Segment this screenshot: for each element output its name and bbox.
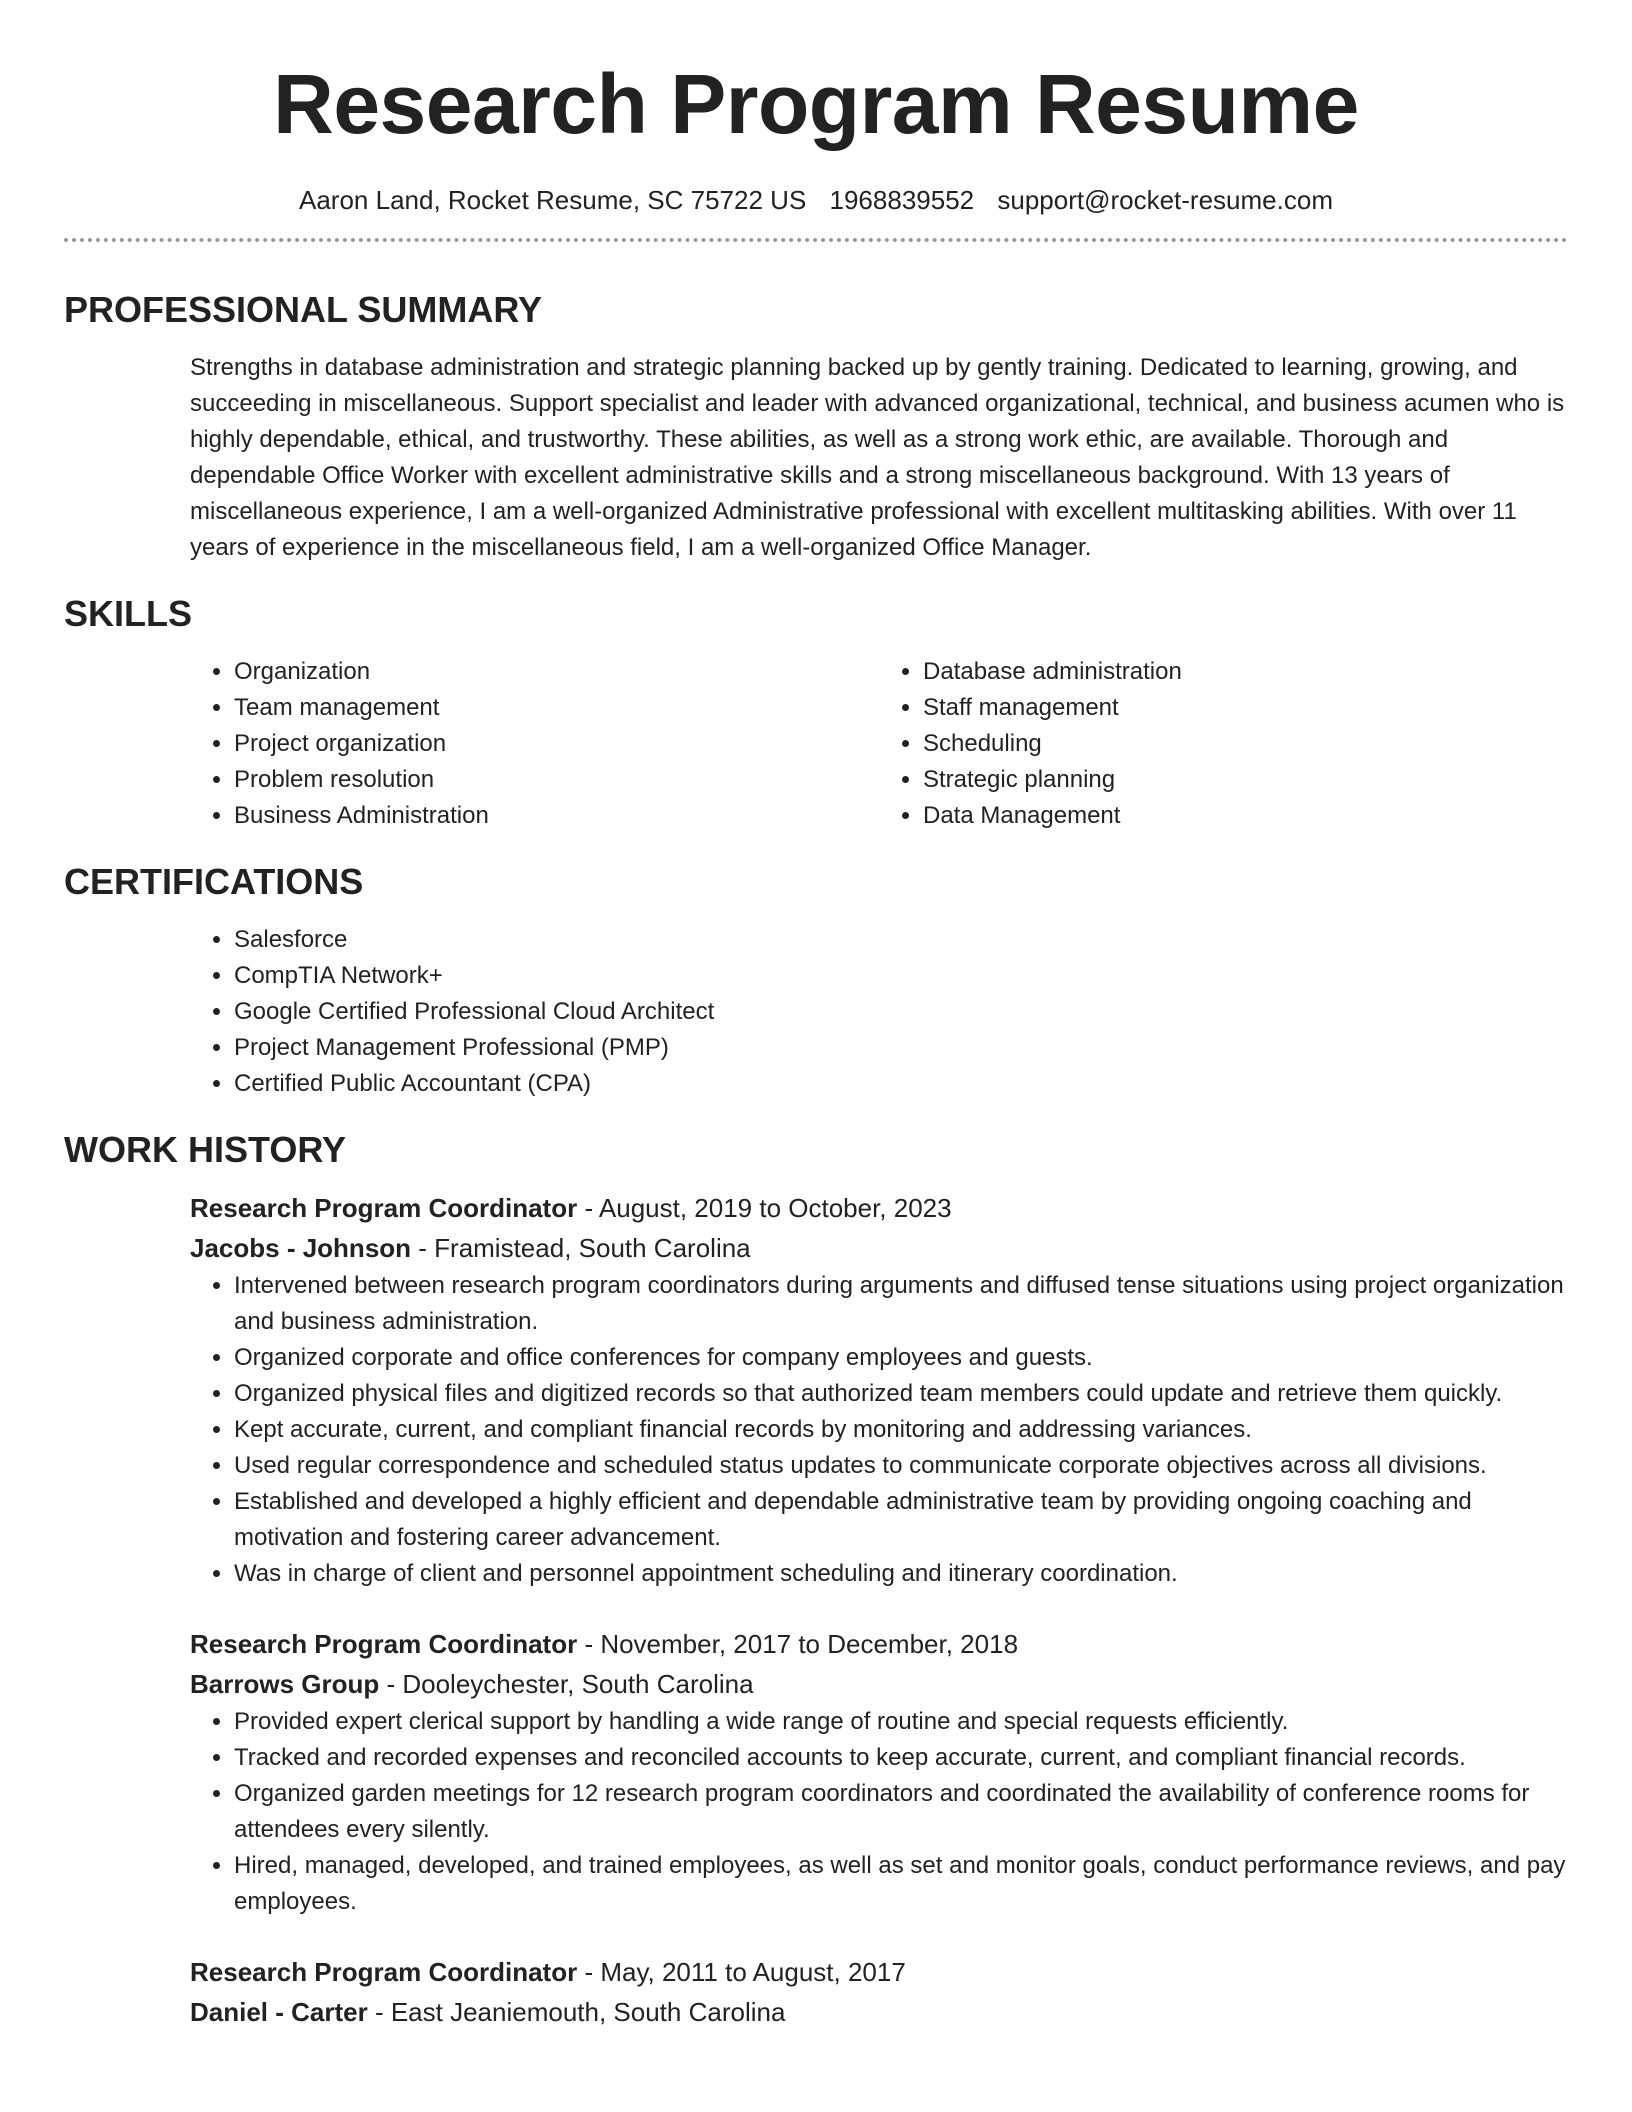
job-company-line xyxy=(190,1992,1568,2032)
job-duty: • Kept accurate, current, and compliant financial records by monitoring and addressing variances. xyxy=(234,1412,1568,1448)
job-entry xyxy=(190,1952,1568,2032)
job-title: Research Program Coordinator xyxy=(190,1629,578,1659)
job-duty: • Established and developed a highly efficient and dependable administrative team by providing ongoing coaching and motivation and fostering career advancement. xyxy=(234,1484,1568,1556)
job-duty: • Organized corporate and office conferences for company employees and guests. xyxy=(234,1340,1568,1376)
skill-item: • Organization xyxy=(234,654,879,690)
summary-heading: PROFESSIONAL SUMMARY xyxy=(64,289,543,330)
job-title: Research Program Coordinator xyxy=(190,1957,578,1987)
skill-item: • Scheduling xyxy=(923,726,1568,762)
job-duties-list xyxy=(190,1704,1568,1920)
certifications-section xyxy=(190,922,1568,1102)
job-company-line xyxy=(190,1228,1568,1268)
certification-item: • Project Management Professional (PMP) xyxy=(234,1030,1568,1066)
certification-item: • Salesforce xyxy=(234,922,1568,958)
work-history-heading: WORK HISTORY xyxy=(64,1129,347,1170)
job-duty: • Was in charge of client and personnel appointment scheduling and itinerary coordination. xyxy=(234,1556,1568,1592)
contact-line xyxy=(64,184,1568,216)
skills-heading: SKILLS xyxy=(64,593,193,634)
certification-item: • Google Certified Professional Cloud Architect xyxy=(234,994,1568,1030)
job-dates: - August, 2019 to October, 2023 xyxy=(577,1193,952,1223)
job-duty: • Organized physical files and digitized records so that authorized team members could update and retrieve them quickly. xyxy=(234,1376,1568,1412)
contact-phone: 1968839552 xyxy=(829,185,975,215)
job-title-line xyxy=(190,1188,1568,1228)
skill-item: • Business Administration xyxy=(234,798,879,834)
job-location: - Dooleychester, South Carolina xyxy=(379,1669,754,1699)
job-duty: • Used regular correspondence and scheduled status updates to communicate corporate objectives across all divisions. xyxy=(234,1448,1568,1484)
job-duty: • Organized garden meetings for 12 research program coordinators and coordinated the availability of conference rooms for attendees every silently. xyxy=(234,1776,1568,1848)
skills-list-left xyxy=(190,654,879,834)
resume-title: Research Program Resume xyxy=(273,57,1359,151)
job-title: Research Program Coordinator xyxy=(190,1193,578,1223)
job-company: Jacobs - Johnson xyxy=(190,1233,412,1263)
skill-item: • Team management xyxy=(234,690,879,726)
job-duties-list xyxy=(190,1268,1568,1592)
job-entry xyxy=(190,1624,1568,1920)
summary-text: Strengths in database administration and strategic planning backed up by gently training. Dedicated to learning, growing, and succeeding in miscellaneous. Support specialist and leader with advanced organizational, technical, and business acumen who is highly dependable, ethical, and trustworthy. These abilities, as well as a strong work ethic, are available. Thorough and dependable Office Worker with excellent administrative skills and a strong miscellaneous background. With 13 years of miscellaneous experience, I am a well-organized Administrative professional with excellent multitasking abilities. With over 11 years of experience in the miscellaneous field, I am a well-organized Office Manager. xyxy=(190,354,1565,561)
certifications-heading: CERTIFICATIONS xyxy=(64,861,364,902)
skills-list-right xyxy=(879,654,1568,834)
contact-email[interactable]: support@rocket-resume.com xyxy=(997,185,1333,215)
job-duty: • Tracked and recorded expenses and reconciled accounts to keep accurate, current, and compliant financial records. xyxy=(234,1740,1568,1776)
job-location: - East Jeaniemouth, South Carolina xyxy=(367,1997,786,2027)
job-duty: • Intervened between research program coordinators during arguments and diffused tense situations using project organization and business administration. xyxy=(234,1268,1568,1340)
job-duty: • Hired, managed, developed, and trained employees, as well as set and monitor goals, conduct performance reviews, and pay employees. xyxy=(234,1848,1568,1920)
job-location: - Framistead, South Carolina xyxy=(411,1233,751,1263)
job-title-line xyxy=(190,1952,1568,1992)
skill-item: • Problem resolution xyxy=(234,762,879,798)
skill-item: • Data Management xyxy=(923,798,1568,834)
job-company: Barrows Group xyxy=(190,1669,380,1699)
job-duty: • Provided expert clerical support by handling a wide range of routine and special requests efficiently. xyxy=(234,1704,1568,1740)
skills-grid xyxy=(190,654,1568,834)
contact-address: Aaron Land, Rocket Resume, SC 75722 US xyxy=(299,185,807,215)
header-divider xyxy=(64,238,1568,242)
job-title-line xyxy=(190,1624,1568,1664)
certification-item: • CompTIA Network+ xyxy=(234,958,1568,994)
certifications-list xyxy=(190,922,1568,1102)
job-company: Daniel - Carter xyxy=(190,1997,368,2027)
job-entry xyxy=(190,1188,1568,1592)
skill-item: • Project organization xyxy=(234,726,879,762)
skill-item: • Strategic planning xyxy=(923,762,1568,798)
job-dates: - November, 2017 to December, 2018 xyxy=(577,1629,1019,1659)
resume-page xyxy=(64,0,1568,2032)
job-dates: - May, 2011 to August, 2017 xyxy=(577,1957,906,1987)
certification-item: • Certified Public Accountant (CPA) xyxy=(234,1066,1568,1102)
skill-item: • Staff management xyxy=(923,690,1568,726)
job-company-line xyxy=(190,1664,1568,1704)
skill-item: • Database administration xyxy=(923,654,1568,690)
